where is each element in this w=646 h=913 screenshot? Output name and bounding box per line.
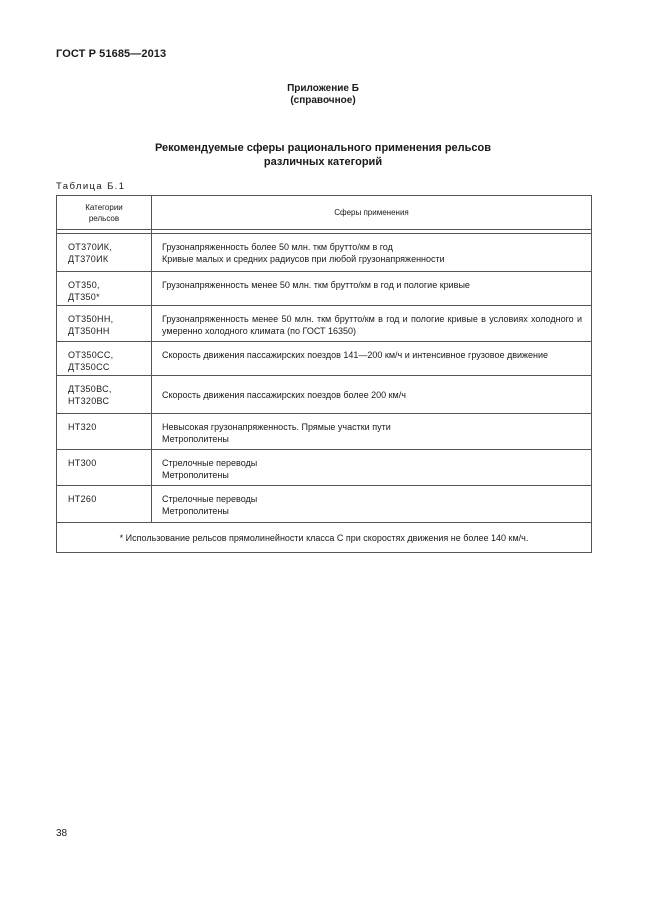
category-line: ДТ370ИК <box>68 254 109 264</box>
category-cell <box>57 414 152 450</box>
category-cell <box>57 376 152 414</box>
category-line: НТ300 <box>68 458 97 468</box>
table-row <box>57 376 592 414</box>
use-text: Скорость движения пассажирских поездов 141—200 км/ч и интенсивное грузовое движение <box>162 350 549 360</box>
category-cell <box>57 486 152 523</box>
standard-code: ГОСТ Р 51685—2013 <box>56 48 167 60</box>
use-line: Грузонапряженность более 50 млн. ткм брутто/км в год <box>162 242 393 252</box>
category-line: ДТ350НН <box>68 326 110 336</box>
category-line: ДТ350СС <box>68 362 110 372</box>
header-category-line1: Категории <box>85 202 123 212</box>
use-line: Метрополитены <box>162 434 229 444</box>
table-row <box>57 234 592 272</box>
use-line: Метрополитены <box>162 506 229 516</box>
document-title-line2: различных категорий <box>263 156 383 168</box>
table-row <box>57 450 592 486</box>
table-header-row <box>57 196 592 230</box>
table-footnote-row <box>57 523 592 553</box>
use-line: Грузонапряженность менее 50 млн. ткм брутто/км в год и пологие кривые <box>162 280 470 290</box>
category-cell <box>57 450 152 486</box>
category-cell <box>57 306 152 342</box>
category-line: ОТ350СС, <box>68 350 114 360</box>
table-caption: Таблица Б.1 <box>56 181 126 192</box>
use-cell <box>152 486 592 523</box>
category-line: ДТ350ВС, <box>68 384 112 394</box>
category-line: ДТ350* <box>68 292 100 302</box>
category-cell <box>57 234 152 272</box>
category-cell <box>57 272 152 306</box>
rail-categories-table <box>56 195 592 553</box>
document-title-line1: Рекомендуемые сферы рационального применения рельсов <box>154 142 492 154</box>
table-row <box>57 486 592 523</box>
appendix-subtitle: (справочное) <box>290 95 356 106</box>
category-line: НТ260 <box>68 494 97 504</box>
table-row <box>57 414 592 450</box>
table-row <box>57 342 592 376</box>
use-cell <box>152 450 592 486</box>
table-row <box>57 272 592 306</box>
use-line: Скорость движения пассажирских поездов более 200 км/ч <box>162 389 406 400</box>
table-row <box>57 306 592 342</box>
use-cell <box>152 234 592 272</box>
use-line: Метрополитены <box>162 470 229 480</box>
use-line: Невысокая грузонапряженность. Прямые участки пути <box>162 422 391 432</box>
use-line: Стрелочные переводы <box>162 494 258 504</box>
table-footnote: * Использование рельсов прямолинейности класса С при скоростях движения не более 140 км/ч. <box>57 523 592 553</box>
use-cell <box>152 342 592 376</box>
appendix-title: Приложение Б <box>287 83 359 94</box>
use-text: Грузонапряженность менее 50 млн. ткм брутто/км в год и пологие кривые в условиях холодного и умеренно холодного климата (по ГОСТ 16350) <box>162 314 582 336</box>
header-use: Сферы применения <box>152 196 592 230</box>
category-cell <box>57 342 152 376</box>
header-category-line2: рельсов <box>88 213 120 223</box>
use-line: Кривые малых и средних радиусов при любой грузонапряженности <box>162 254 445 264</box>
use-line: Стрелочные переводы <box>162 458 258 468</box>
use-cell <box>152 306 592 342</box>
use-cell <box>152 272 592 306</box>
use-cell <box>152 376 592 414</box>
category-line: НТ320 <box>68 422 97 432</box>
category-line: НТ320ВС <box>68 396 110 406</box>
category-line: ОТ370ИК, <box>68 242 113 252</box>
use-cell <box>152 414 592 450</box>
page-number: 38 <box>56 828 68 839</box>
header-category <box>57 196 152 230</box>
category-line: ОТ350НН, <box>68 314 114 324</box>
category-line: ОТ350, <box>68 280 100 290</box>
